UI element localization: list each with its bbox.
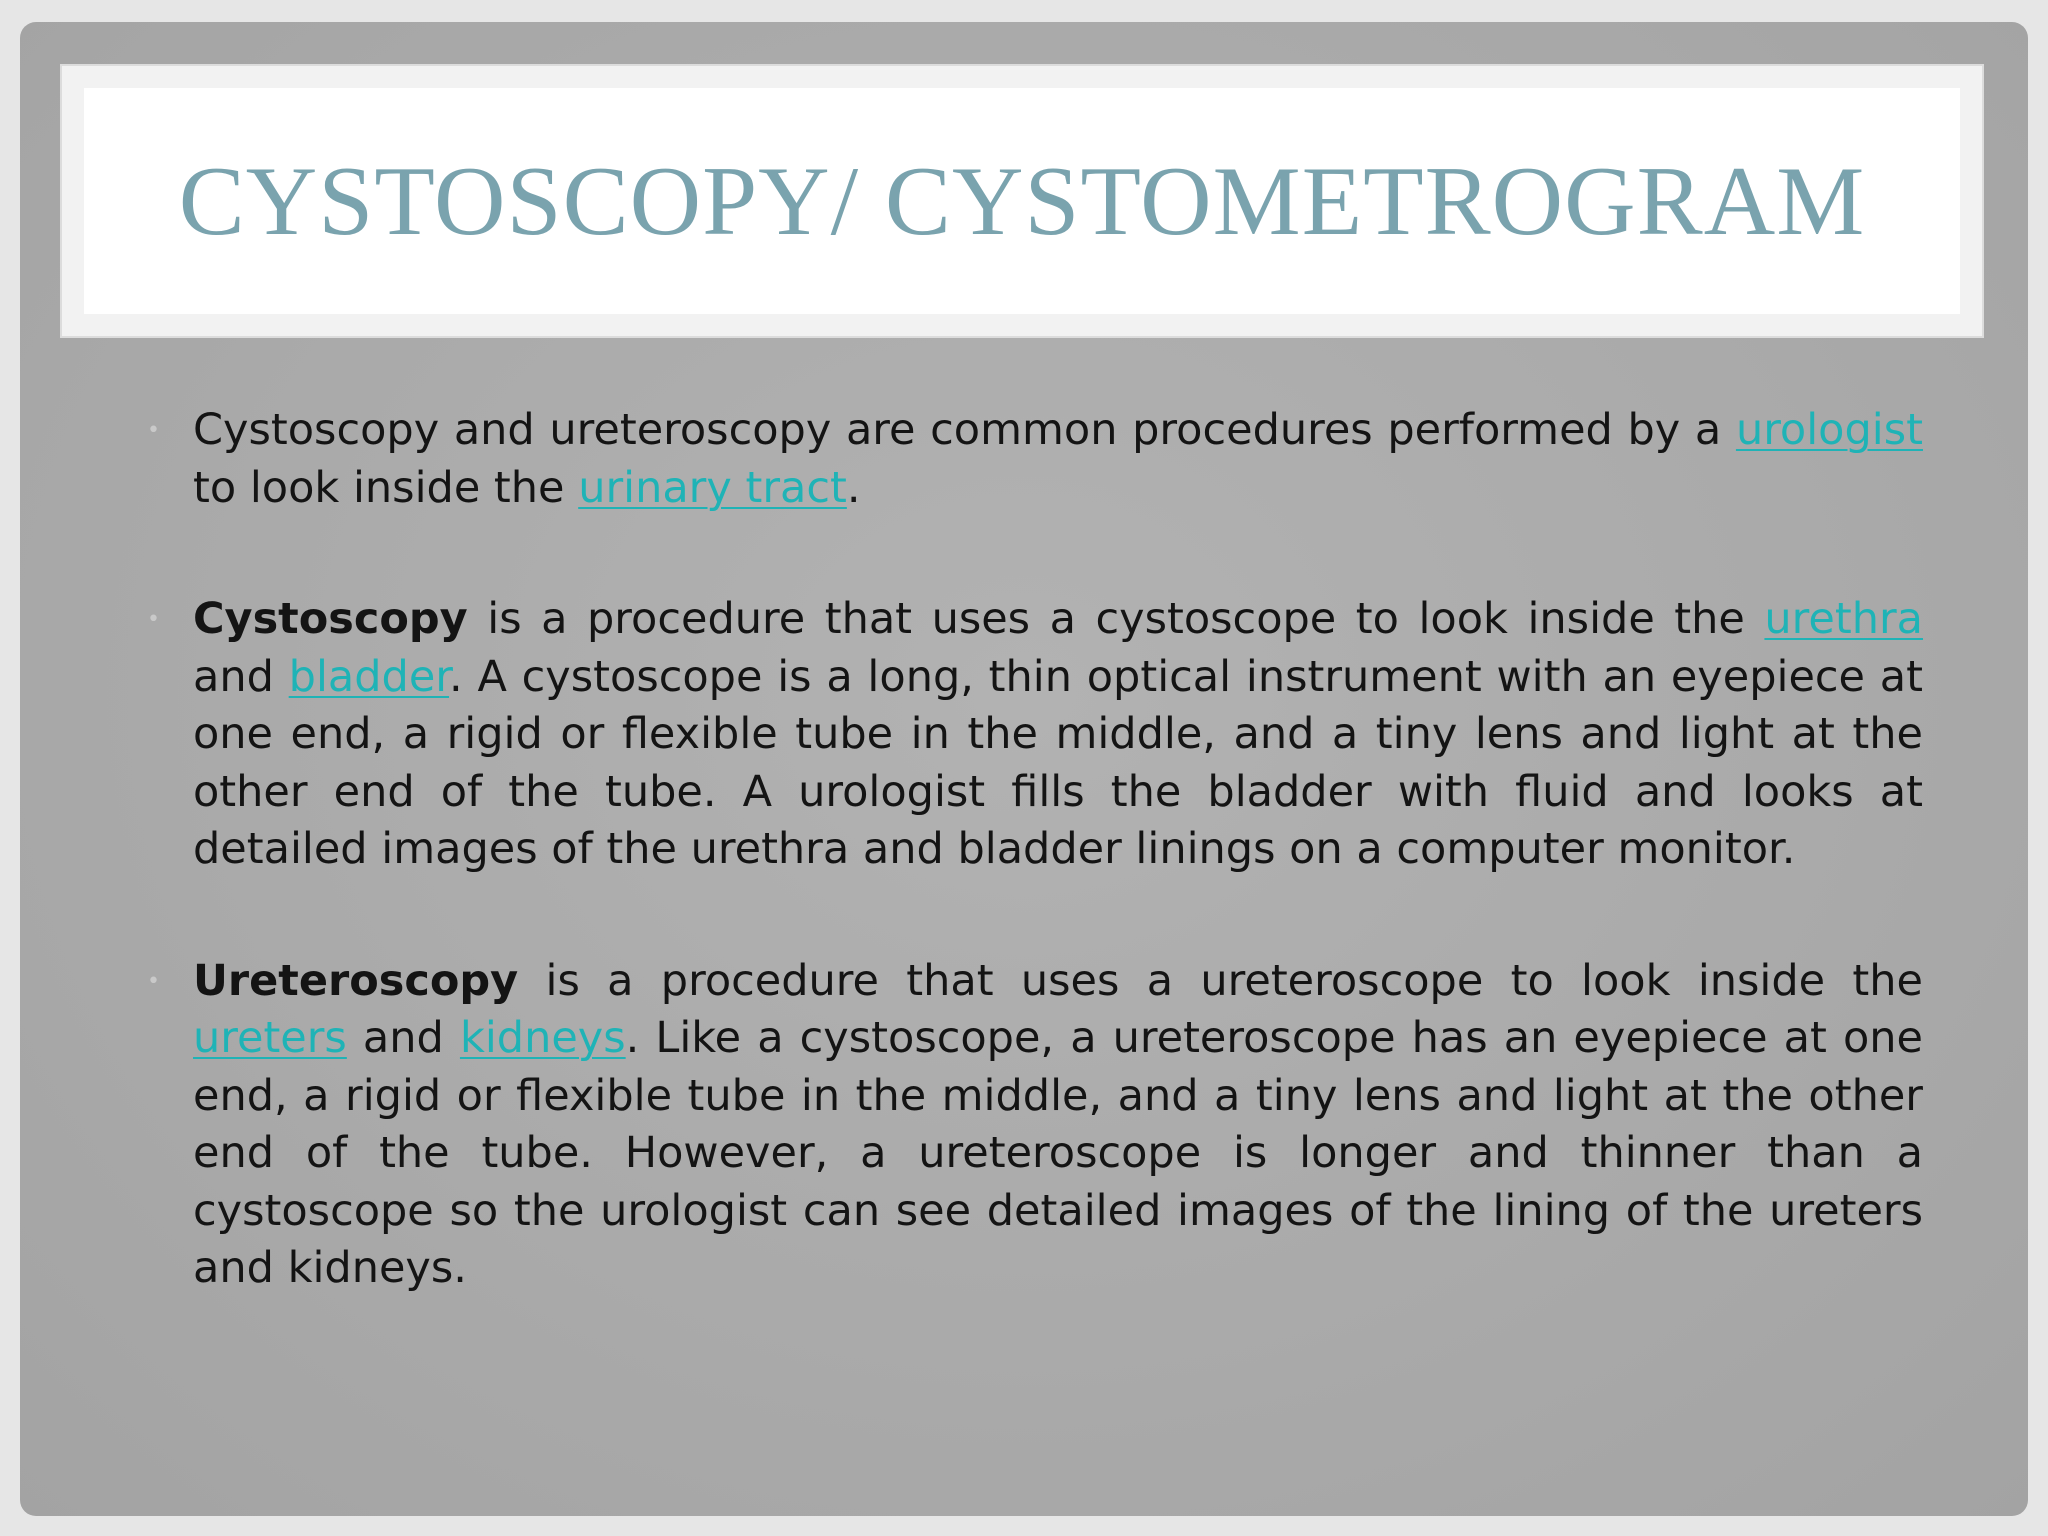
- bullet-dot-icon: •: [147, 418, 160, 443]
- link-urologist[interactable]: urologist: [1735, 405, 1923, 455]
- term-ureteroscopy: Ureteroscopy: [193, 955, 519, 1006]
- link-urethra[interactable]: urethra: [1764, 594, 1923, 644]
- bullet-dot-icon: •: [147, 968, 160, 994]
- link-bladder[interactable]: bladder: [288, 651, 450, 702]
- slide-title: CYSTOSCOPY/ CYSTOMETROGRAM: [178, 146, 1866, 256]
- title-box: [84, 88, 1960, 314]
- bullet-cystoscopy: [130, 591, 1923, 879]
- slide: [20, 22, 2028, 1516]
- bullet-intro: [130, 402, 1923, 517]
- bullet-ureteroscopy: [130, 953, 1923, 1298]
- content-area: [130, 402, 1944, 1298]
- bullet-text: and: [346, 1013, 460, 1063]
- link-urinary-tract[interactable]: urinary tract: [578, 462, 847, 513]
- link-kidneys[interactable]: kidneys: [459, 1013, 626, 1063]
- title-frame: [60, 64, 1984, 338]
- bullet-text: and: [193, 651, 289, 702]
- term-cystoscopy: Cystoscopy: [193, 594, 468, 644]
- bullet-text: is a procedure that uses a cystoscope to look inside the: [467, 594, 1765, 644]
- bullet-text: to look inside the: [193, 462, 579, 513]
- bullet-text: . A cystoscope is a long, thin optical instrument with an eyepiece at one end, a rigid or flexible tube in the middle, and a tiny lens and light at the other end of the tube. A urologist fills the bladder with fluid and looks at detailed images of the urethra and bladder linings on a computer monitor.: [193, 651, 1923, 874]
- bullet-dot-icon: •: [147, 607, 160, 632]
- link-ureters[interactable]: ureters: [193, 1013, 347, 1063]
- bullet-text: Cystoscopy and ureteroscopy are common procedures performed by a: [193, 405, 1736, 455]
- bullet-text: . Like a cystoscope, a ureteroscope has an eyepiece at one end, a rigid or flexible tube in the middle, and a tiny lens and light at the other end of the tube. However, a ureteroscope is longer and thinner than a cystoscope so the urologist can see detailed images of the lining of the ureters and kidneys.: [193, 1013, 1923, 1293]
- bullet-text: is a procedure that uses a ureteroscope to look inside the: [518, 955, 1923, 1006]
- bullet-text: .: [846, 462, 861, 513]
